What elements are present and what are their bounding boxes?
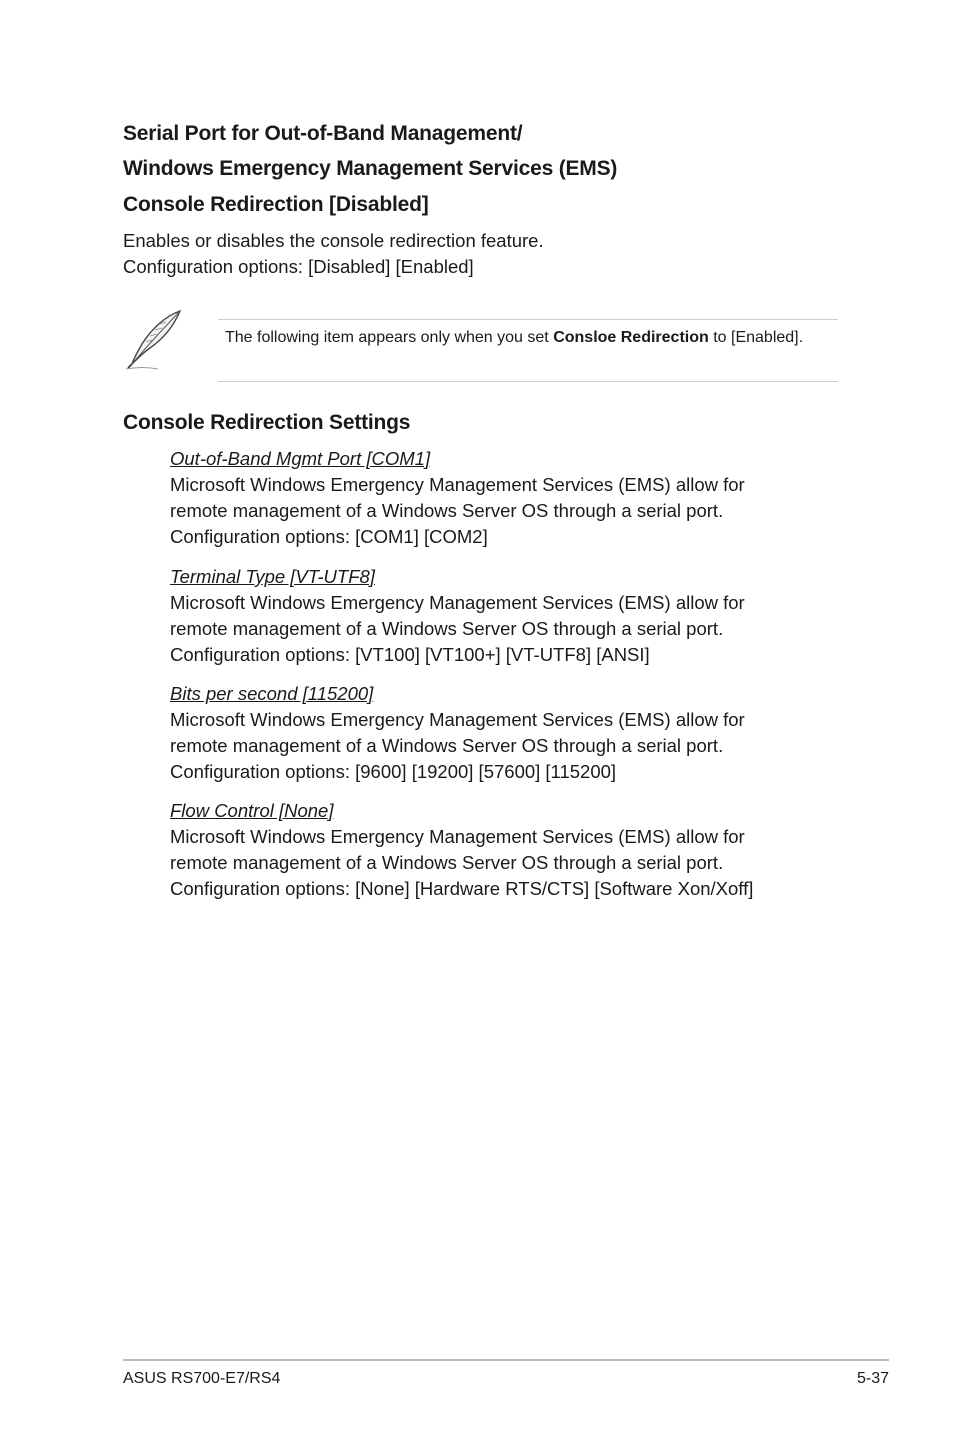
footer-page-number: 5-37 xyxy=(856,1370,889,1387)
setting-name: Out-of-Band Mgmt Port [COM1] xyxy=(170,448,431,469)
heading-ems: Windows Emergency Management Services (EMS) xyxy=(123,157,618,180)
setting-options: Configuration options: [9600] [19200] [57600] [115200] xyxy=(170,761,617,782)
setting-name: Flow Control [None] xyxy=(170,800,334,821)
setting-name: Bits per second [115200] xyxy=(170,683,374,704)
feather-pen-icon xyxy=(122,308,186,372)
setting-name: Terminal Type [VT-UTF8] xyxy=(170,566,375,587)
note-text-before: The following item appears only when you set xyxy=(225,329,554,346)
setting-options: Configuration options: [COM1] [COM2] xyxy=(170,526,488,547)
console-redirection-options: Configuration options: [Disabled] [Enabled] xyxy=(123,256,474,277)
console-redirection-desc-line1: Enables or disables the console redirection feature. xyxy=(123,230,544,251)
setting-desc: Microsoft Windows Emergency Management Services (EMS) allow for xyxy=(170,826,745,847)
setting-desc: remote management of a Windows Server OS through a serial port. xyxy=(170,500,724,521)
setting-desc: Microsoft Windows Emergency Management Services (EMS) allow for xyxy=(170,474,745,495)
setting-desc: remote management of a Windows Server OS through a serial port. xyxy=(170,618,724,639)
setting-desc: remote management of a Windows Server OS through a serial port. xyxy=(170,852,724,873)
heading-console-redirection: Console Redirection [Disabled] xyxy=(123,193,429,216)
setting-item-flow-control xyxy=(170,798,830,902)
setting-options: Configuration options: [None] [Hardware RTS/CTS] [Software Xon/Xoff] xyxy=(170,878,754,899)
setting-options: Configuration options: [VT100] [VT100+] [VT-UTF8] [ANSI] xyxy=(170,644,650,665)
note-text-after: to [Enabled]. xyxy=(708,329,804,346)
heading-serial-port: Serial Port for Out-of-Band Management/ xyxy=(123,122,523,145)
setting-desc: Microsoft Windows Emergency Management Services (EMS) allow for xyxy=(170,709,745,730)
setting-item-bits-per-second xyxy=(170,681,830,785)
setting-desc: Microsoft Windows Emergency Management Services (EMS) allow for xyxy=(170,592,745,613)
footer-divider xyxy=(123,1359,889,1361)
note-box xyxy=(218,319,838,382)
section-title: Console Redirection Settings xyxy=(123,411,411,434)
note-text xyxy=(225,326,825,349)
setting-item-oob-port xyxy=(170,446,830,550)
setting-desc: remote management of a Windows Server OS through a serial port. xyxy=(170,735,724,756)
footer-product-name: ASUS RS700-E7/RS4 xyxy=(123,1370,281,1387)
note-text-bold: Consloe Redirection xyxy=(553,329,709,346)
setting-item-terminal-type xyxy=(170,564,830,668)
